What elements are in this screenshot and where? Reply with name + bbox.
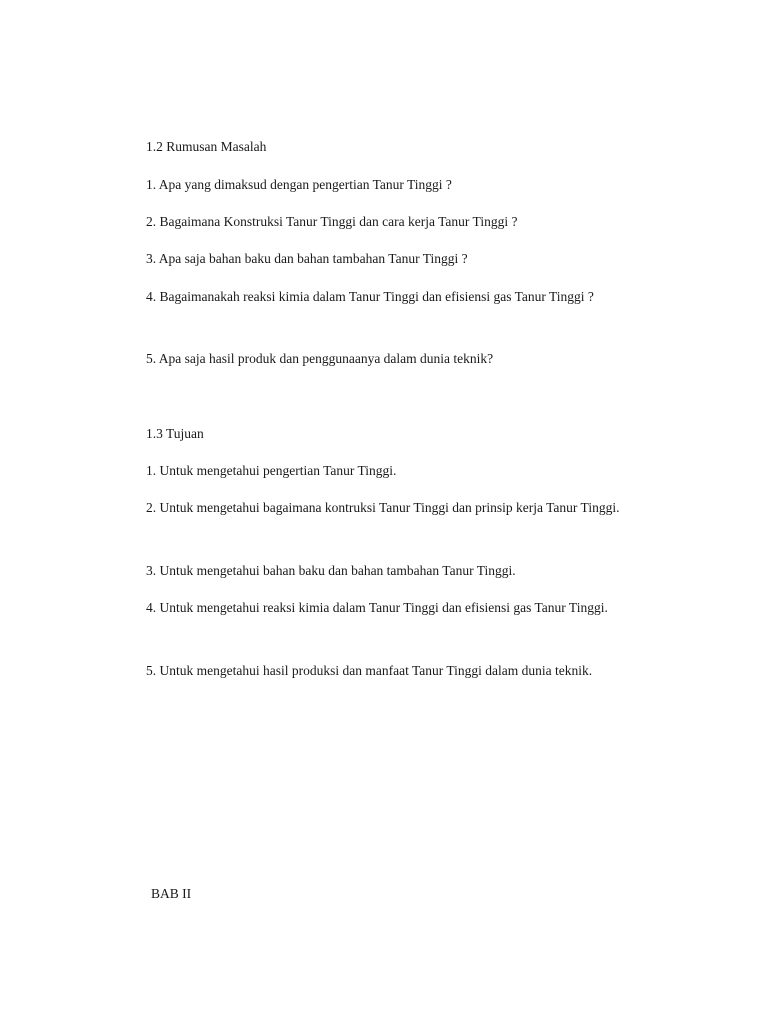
- tujuan-item-2: 2. Untuk mengetahui bagaimana kontruksi Tanur Tinggi dan prinsip kerja Tanur Tinggi.: [146, 500, 620, 515]
- tujuan-item-4: 4. Untuk mengetahui reaksi kimia dalam Tanur Tinggi dan efisiensi gas Tanur Tinggi.: [146, 600, 608, 615]
- rumusan-item-5: 5. Apa saja hasil produk dan penggunaanya dalam dunia teknik?: [146, 351, 494, 366]
- rumusan-item-3: 3. Apa saja bahan baku dan bahan tambahan Tanur Tinggi ?: [146, 251, 468, 266]
- rumusan-item-2: 2. Bagaimana Konstruksi Tanur Tinggi dan cara kerja Tanur Tinggi ?: [146, 214, 518, 229]
- tujuan-heading: 1.3 Tujuan: [146, 426, 204, 441]
- chapter-heading: BAB II: [151, 886, 192, 901]
- tujuan-item-1: 1. Untuk mengetahui pengertian Tanur Tinggi.: [146, 463, 397, 478]
- rumusan-item-1: 1. Apa yang dimaksud dengan pengertian Tanur Tinggi ?: [146, 177, 452, 192]
- rumusan-masalah-heading: 1.2 Rumusan Masalah: [146, 139, 267, 154]
- rumusan-item-4: 4. Bagaimanakah reaksi kimia dalam Tanur Tinggi dan efisiensi gas Tanur Tinggi ?: [146, 289, 594, 304]
- tujuan-item-5: 5. Untuk mengetahui hasil produksi dan manfaat Tanur Tinggi dalam dunia teknik.: [146, 663, 593, 678]
- tujuan-item-3: 3. Untuk mengetahui bahan baku dan bahan tambahan Tanur Tinggi.: [146, 563, 516, 578]
